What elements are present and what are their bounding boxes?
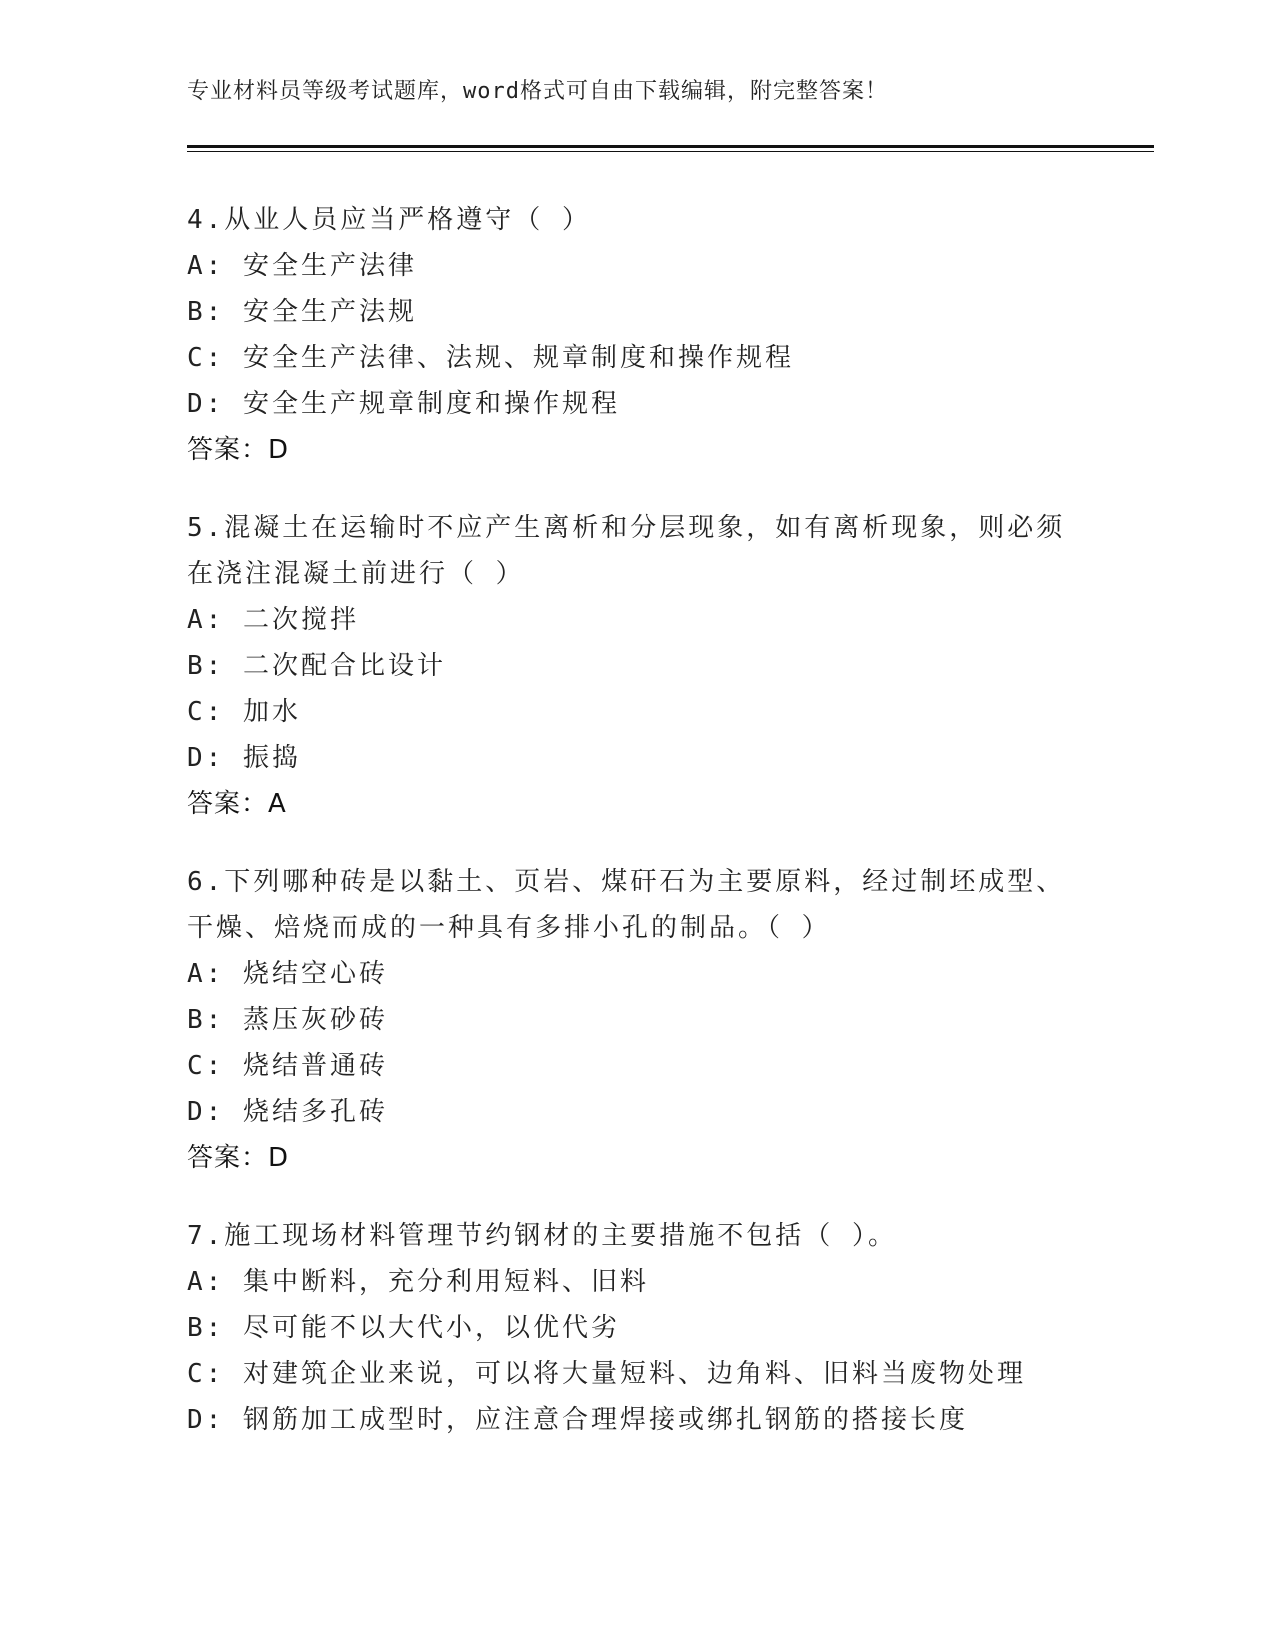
option-c: C: 对建筑企业来说，可以将大量短料、边角料、旧料当废物处理 — [187, 1359, 1026, 1389]
answer: 答案：D — [187, 435, 290, 465]
question-text: 7.施工现场材料管理节约钢材的主要措施不包括（ ）。 — [187, 1221, 897, 1251]
option-a: A: 集中断料，充分利用短料、旧料 — [187, 1267, 649, 1297]
header-divider-thick — [187, 145, 1154, 148]
option-c: C: 加水 — [187, 697, 301, 727]
option-b: B: 安全生产法规 — [187, 297, 417, 327]
option-d: D: 钢筋加工成型时，应注意合理焊接或绑扎钢筋的搭接长度 — [187, 1405, 968, 1435]
option-b: B: 尽可能不以大代小，以优代劣 — [187, 1313, 620, 1343]
option-a: A: 二次搅拌 — [187, 605, 359, 635]
option-c: C: 烧结普通砖 — [187, 1051, 388, 1081]
question-text-continued: 干燥、焙烧而成的一种具有多排小孔的制品。（ ） — [187, 913, 831, 943]
question-5 — [187, 505, 1087, 827]
question-4 — [187, 197, 1087, 473]
option-d: D: 烧结多孔砖 — [187, 1097, 388, 1127]
option-d: D: 振捣 — [187, 743, 301, 773]
question-7 — [187, 1213, 1087, 1443]
question-text: 6.下列哪种砖是以黏土、页岩、煤矸石为主要原料，经过制坯成型、 — [187, 867, 1066, 897]
option-a: A: 安全生产法律 — [187, 251, 417, 281]
header-divider-thin — [187, 151, 1154, 152]
option-c: C: 安全生产法律、法规、规章制度和操作规程 — [187, 343, 794, 373]
option-d: D: 安全生产规章制度和操作规程 — [187, 389, 620, 419]
page-header: 专业材料员等级考试题库，word格式可自由下载编辑，附完整答案！ — [187, 79, 888, 104]
question-text-continued: 在浇注混凝土前进行（ ） — [187, 559, 525, 589]
answer: 答案：D — [187, 1143, 290, 1173]
question-list — [187, 197, 1087, 1475]
question-text: 5.混凝土在运输时不应产生离析和分层现象，如有离析现象，则必须 — [187, 513, 1066, 543]
option-a: A: 烧结空心砖 — [187, 959, 388, 989]
option-b: B: 二次配合比设计 — [187, 651, 446, 681]
answer: 答案：A — [187, 789, 287, 819]
question-text: 4.从业人员应当严格遵守（ ） — [187, 205, 591, 235]
question-6 — [187, 859, 1087, 1181]
option-b: B: 蒸压灰砂砖 — [187, 1005, 388, 1035]
